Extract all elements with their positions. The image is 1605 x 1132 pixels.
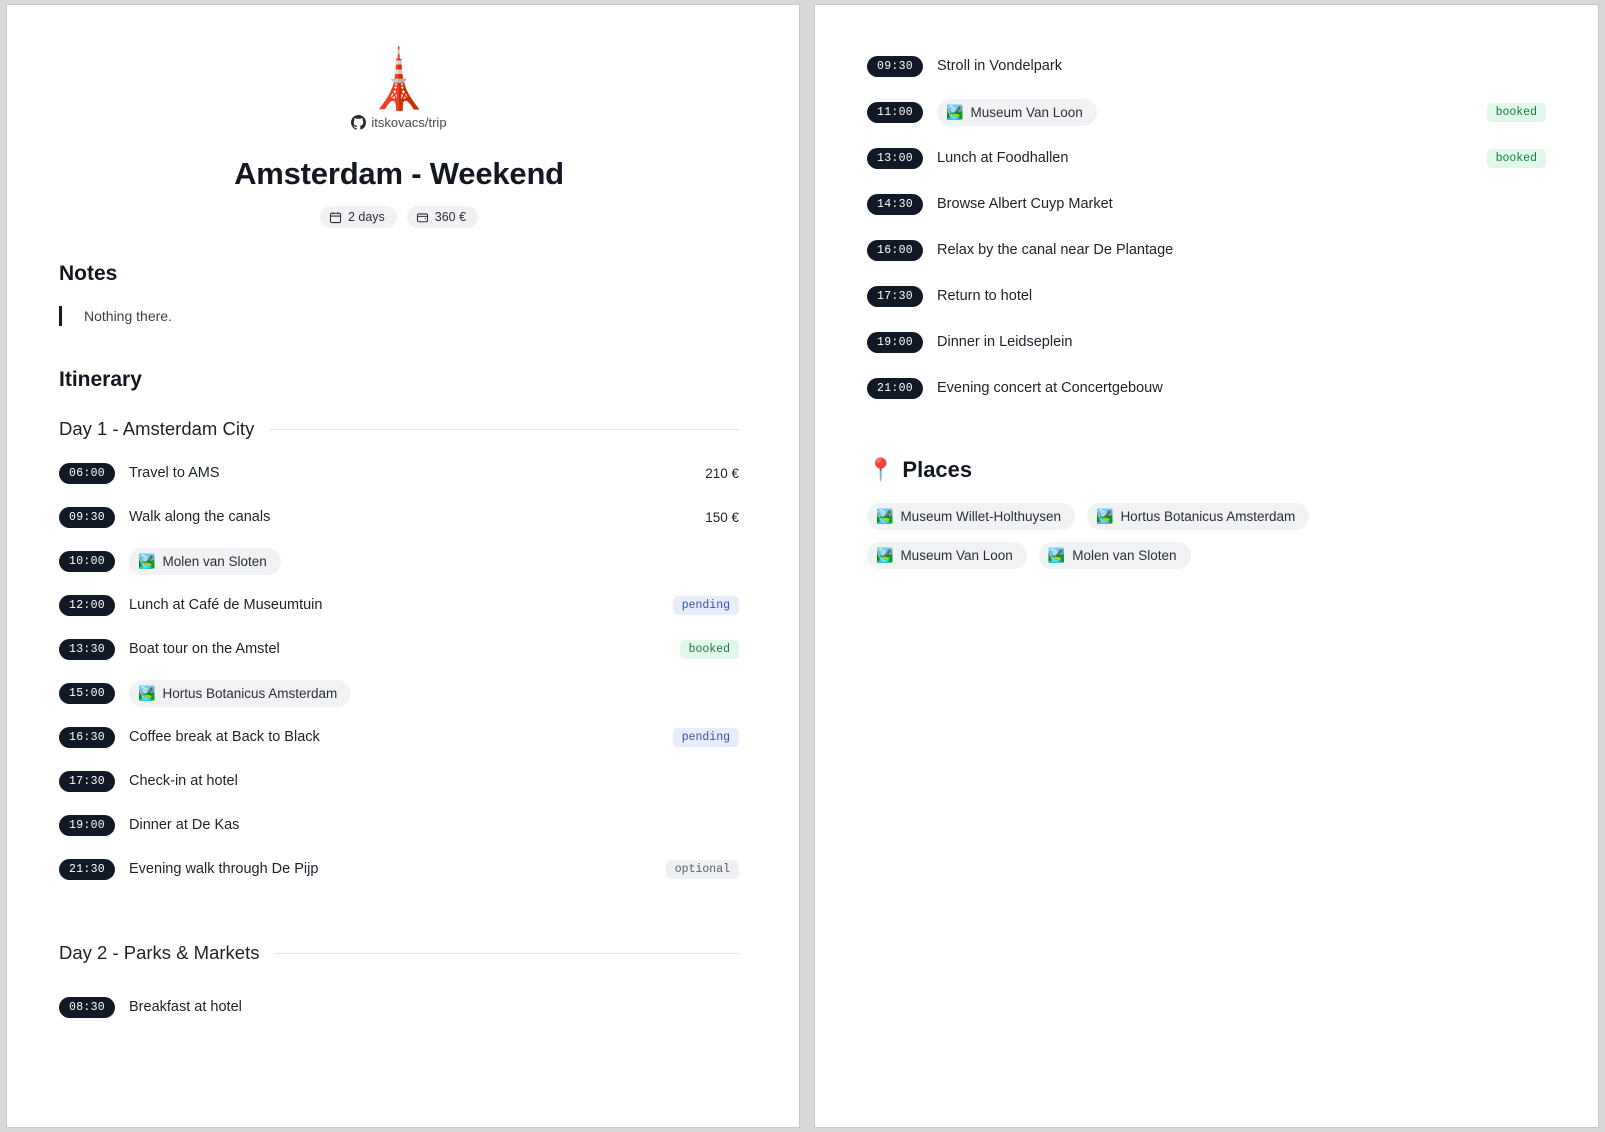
list-item[interactable] (59, 634, 739, 664)
item-time: 11:00 (867, 102, 923, 123)
list-item[interactable] (59, 810, 739, 840)
item-time: 19:00 (59, 815, 115, 836)
park-icon: 🏞️ (876, 508, 894, 524)
place-label: Museum Van Loon (900, 548, 1013, 563)
item-cost: 150 € (705, 509, 739, 525)
list-item[interactable] (59, 854, 739, 884)
item-activity: Check-in at hotel (129, 773, 238, 789)
item-activity: Coffee break at Back to Black (129, 729, 320, 745)
day-1-items (59, 458, 739, 884)
repo-line (59, 115, 739, 130)
list-item[interactable] (59, 678, 739, 708)
item-activity: Evening walk through De Pijp (129, 861, 319, 877)
status-badge: booked (1487, 103, 1546, 122)
item-time: 16:00 (867, 240, 923, 261)
eiffel-tower-icon: 🗼 (362, 47, 436, 112)
item-activity: Evening concert at Concertgebouw (937, 380, 1163, 396)
day-2-items (59, 992, 739, 1022)
list-item[interactable] (867, 281, 1546, 311)
item-time: 08:30 (59, 997, 115, 1018)
place-pill[interactable] (1039, 542, 1191, 569)
day-label: Day 1 - Amsterdam City (59, 418, 255, 439)
item-activity: Dinner at De Kas (129, 817, 240, 833)
repo-name: itskovacs/trip (371, 115, 447, 130)
day-label: Day 2 - Parks & Markets (59, 942, 260, 963)
pin-icon: 📍 (867, 457, 895, 482)
place-label: Hortus Botanicus Amsterdam (162, 685, 338, 701)
list-item[interactable] (59, 722, 739, 752)
item-time: 09:30 (59, 507, 115, 528)
list-item[interactable] (59, 590, 739, 620)
place-pill[interactable] (937, 99, 1097, 126)
status-badge: pending (673, 728, 739, 747)
item-cost: 210 € (705, 465, 739, 481)
day-header (59, 942, 739, 964)
duration-chip (320, 206, 397, 228)
item-time: 17:30 (867, 286, 923, 307)
github-icon (351, 115, 366, 130)
list-item[interactable] (867, 327, 1546, 357)
place-pill[interactable] (129, 680, 351, 707)
list-item[interactable] (867, 373, 1546, 403)
calendar-icon (329, 211, 342, 224)
place-pill[interactable] (867, 542, 1027, 569)
item-time: 15:00 (59, 683, 115, 704)
trip-meta (59, 206, 739, 228)
item-time: 12:00 (59, 595, 115, 616)
duration-label: 2 days (347, 210, 385, 224)
item-time: 06:00 (59, 463, 115, 484)
day-rule (275, 953, 739, 954)
list-item[interactable] (59, 766, 739, 796)
list-item[interactable] (59, 992, 739, 1022)
notes-body: Nothing there. (59, 306, 739, 326)
item-activity: Stroll in Vondelpark (937, 58, 1062, 74)
item-time: 13:00 (867, 148, 923, 169)
item-activity: Relax by the canal near De Plantage (937, 242, 1174, 258)
place-label: Molen van Sloten (162, 553, 267, 569)
item-activity: Walk along the canals (129, 509, 271, 525)
status-badge: pending (673, 596, 739, 615)
item-activity: Lunch at Foodhallen (937, 150, 1069, 166)
status-badge: booked (1487, 149, 1546, 168)
place-pill[interactable] (867, 503, 1075, 530)
status-badge: optional (666, 860, 739, 879)
place-label: Museum Willet-Holthuysen (900, 509, 1061, 524)
item-time: 13:30 (59, 639, 115, 660)
list-item[interactable] (867, 51, 1546, 81)
page-right (814, 4, 1599, 1128)
list-item[interactable] (59, 546, 739, 576)
list-item[interactable] (867, 143, 1546, 173)
item-time: 16:30 (59, 727, 115, 748)
list-item[interactable] (59, 502, 739, 532)
park-icon: 🏞️ (138, 684, 156, 701)
park-icon: 🏞️ (1096, 508, 1114, 524)
item-activity: Boat tour on the Amstel (129, 641, 280, 657)
day-rule (270, 429, 739, 430)
wallet-icon (416, 211, 429, 224)
places-heading-label: Places (902, 457, 973, 482)
budget-chip (407, 206, 478, 228)
status-badge: booked (680, 640, 739, 659)
budget-label: 360 € (434, 210, 467, 224)
park-icon: 🏞️ (138, 552, 156, 569)
place-label: Molen van Sloten (1072, 548, 1177, 563)
day-2-items-continued (867, 51, 1546, 403)
place-pill[interactable] (1087, 503, 1309, 530)
place-pill[interactable] (129, 548, 281, 575)
park-icon: 🏞️ (946, 103, 964, 120)
item-activity: Lunch at Café de Museumtuin (129, 597, 323, 613)
list-item[interactable] (867, 97, 1546, 127)
itinerary-heading: Itinerary (59, 368, 142, 391)
item-activity: Travel to AMS (129, 465, 220, 481)
item-time: 19:00 (867, 332, 923, 353)
page-title: Amsterdam - Weekend (234, 156, 564, 191)
places-heading (867, 457, 1546, 483)
place-label: Hortus Botanicus Amsterdam (1120, 509, 1296, 524)
item-time: 14:30 (867, 194, 923, 215)
places-list (867, 503, 1467, 569)
item-activity: Dinner in Leidseplein (937, 334, 1073, 350)
park-icon: 🏞️ (876, 547, 894, 563)
item-activity: Return to hotel (937, 288, 1033, 304)
day-header (59, 418, 739, 440)
item-time: 21:00 (867, 378, 923, 399)
list-item[interactable] (867, 189, 1546, 219)
list-item[interactable] (59, 458, 739, 488)
list-item[interactable] (867, 235, 1546, 265)
notes-heading: Notes (59, 262, 118, 285)
park-icon: 🏞️ (1047, 547, 1066, 563)
item-time: 09:30 (867, 56, 923, 77)
page-left (6, 4, 800, 1128)
item-activity: Browse Albert Cuyp Market (937, 196, 1113, 212)
item-time: 17:30 (59, 771, 115, 792)
item-time: 21:30 (59, 859, 115, 880)
logo-block (59, 33, 739, 130)
item-time: 10:00 (59, 551, 115, 572)
item-activity: Breakfast at hotel (129, 999, 242, 1015)
place-label: Museum Van Loon (970, 104, 1083, 120)
